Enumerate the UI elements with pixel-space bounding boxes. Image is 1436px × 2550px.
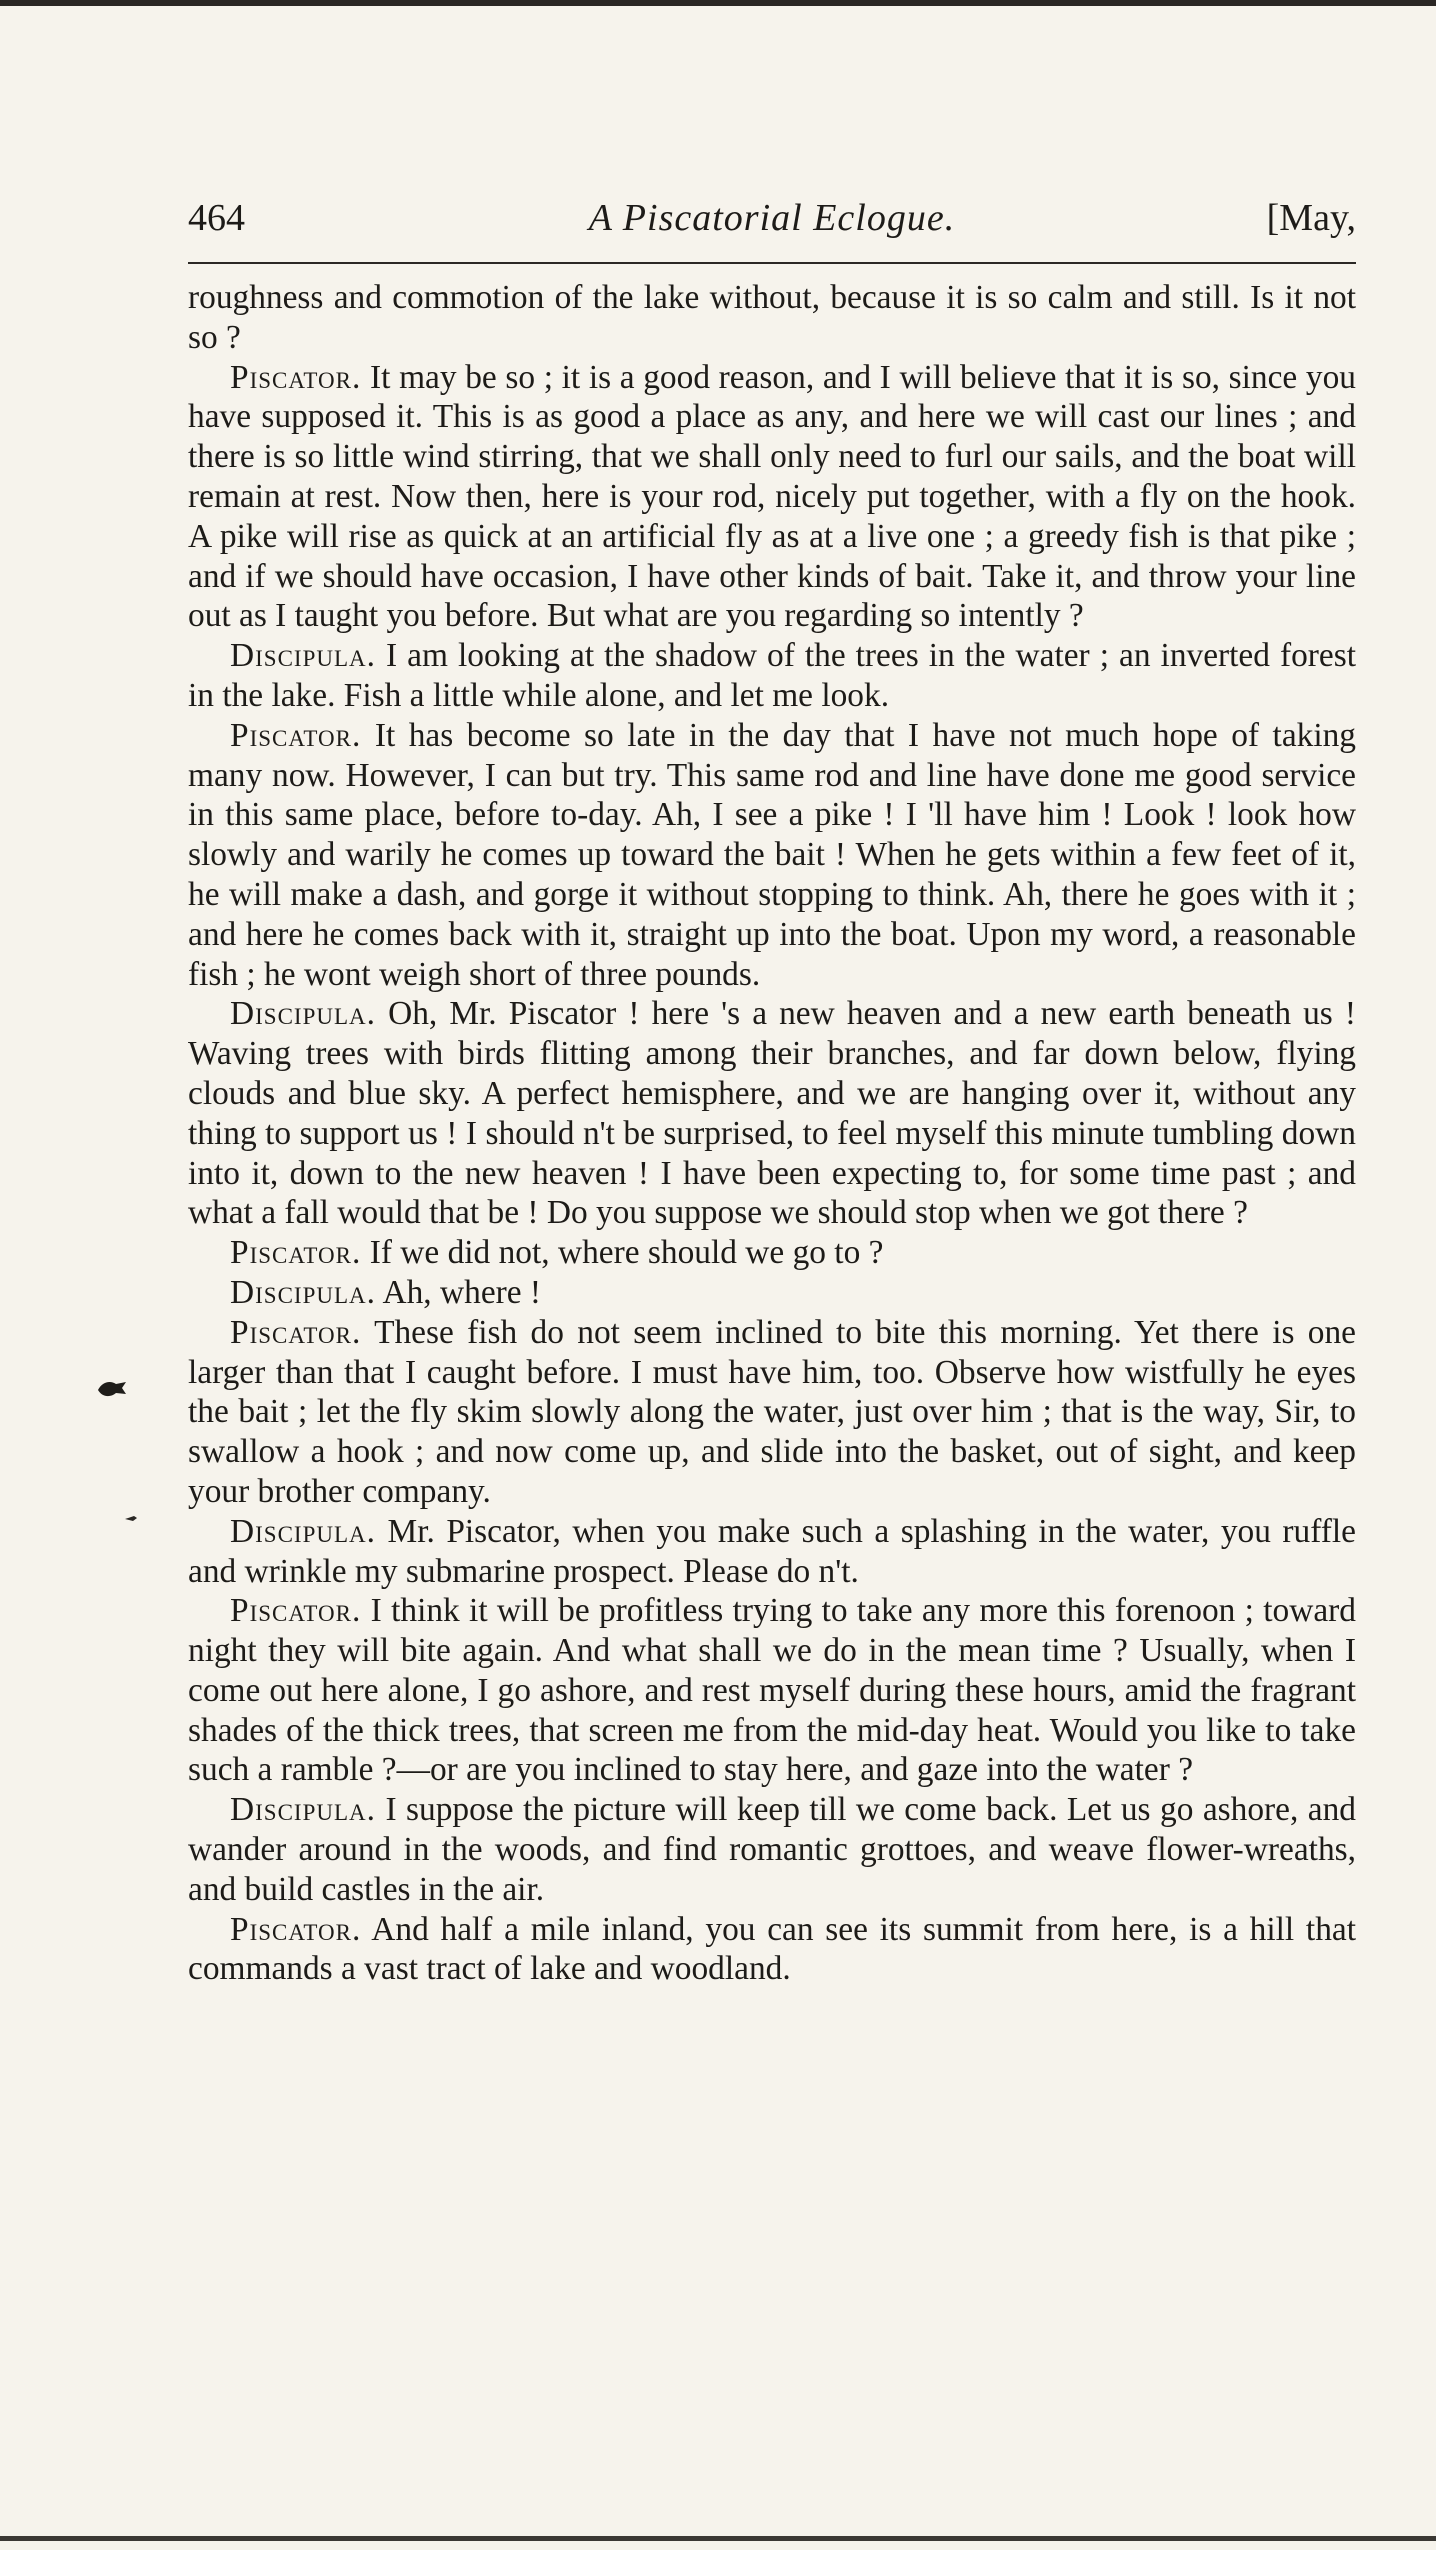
page-number: 464: [188, 197, 245, 239]
paragraph: [188, 278, 1356, 358]
speaker-label: Discipula.: [230, 1273, 376, 1311]
paragraph-text: I am looking at the shadow of the trees in the water ; an inverted forest in the lake. Fish a little while alone, and let me look.: [188, 637, 1356, 714]
paragraph: [188, 358, 1356, 637]
header-rule: [188, 262, 1356, 264]
running-date: [May,: [1266, 197, 1356, 239]
speaker-label: Discipula.: [230, 1512, 376, 1550]
body-text: [188, 278, 1356, 1989]
speaker-label: Piscator.: [230, 1592, 362, 1630]
paragraph-text: I suppose the picture will keep till we come back. Let us go ashore, and wander around in the woods, and find romantic grottoes, and weave flower-wreaths, and build castles in the air.: [188, 1791, 1356, 1908]
paragraph-text: roughness and commotion of the lake without, because it is so calm and still. Is it not so ?: [188, 279, 1356, 356]
paragraph-text: These fish do not seem inclined to bite this morning. Yet there is one larger than that I caught before. I must have him, too. Observe how wistfully he eyes the bait ; let the fly skim slowly along the water, just over him ; that is the way, Sir, to swallow a hook ; and now come up, and slide into the basket, out of sight, and keep your brother company.: [188, 1313, 1356, 1510]
speaker-label: Discipula.: [230, 1791, 376, 1829]
speaker-label: Discipula.: [230, 637, 376, 675]
page-bottom-edge: [0, 2536, 1436, 2541]
speaker-label: Discipula.: [230, 995, 376, 1033]
margin-speck-icon: [124, 1514, 138, 1522]
paragraph: [188, 1233, 1356, 1273]
paragraph: [188, 1591, 1356, 1790]
paragraph: [188, 1512, 1356, 1592]
paragraph: [188, 716, 1356, 995]
paragraph: [188, 1910, 1356, 1990]
paragraph-text: If we did not, where should we go to ?: [369, 1234, 884, 1272]
paragraph-text: Oh, Mr. Piscator ! here 's a new heaven and a new earth beneath us ! Waving trees with birds flitting among their branches, and far down below, flying clouds and blue sky. A perfect hemisphere, and we are hanging over it, without any thing to support us ! I should n't be surprised, to feel myself this minute tumbling down into it, down to the new heaven ! I have been expecting to, for some time past ; and what a fall would that be ! Do you suppose we should stop when we got there ?: [188, 995, 1356, 1232]
running-head: [188, 190, 1356, 246]
paragraph: [188, 1790, 1356, 1909]
paragraph-text: Ah, where !: [382, 1273, 542, 1311]
paragraph-text: Mr. Piscator, when you make such a splashing in the water, you ruffle and wrinkle my submarine prospect. Please do n't.: [188, 1512, 1356, 1590]
speaker-label: Piscator.: [230, 1313, 362, 1351]
running-title: A Piscatorial Eclogue.: [588, 197, 956, 239]
paragraph-text: I think it will be profitless trying to take any more this forenoon ; toward night they will bite again. And what shall we do in the mean time ? Usually, when I come out here alone, I go ashore, and rest myself during these hours, amid the fragrant shades of the thick trees, that screen me from the mid-day heat. Would you like to take such a ramble ?—or are you inclined to stay here, and gaze into the water ?: [188, 1592, 1356, 1789]
margin-ink-mark-icon: [96, 1378, 128, 1400]
speaker-label: Piscator.: [230, 358, 362, 396]
speaker-label: Piscator.: [230, 716, 362, 754]
speaker-label: Piscator.: [230, 1234, 362, 1272]
page-top-edge: [0, 0, 1436, 6]
paragraph-text: It has become so late in the day that I have not much hope of taking many now. However, I can but try. This same rod and line have done me good service in this same place, before to-day. Ah, I see a pike ! I 'll have him ! Look ! look how slowly and warily he comes up toward the bait ! When he gets within a few feet of it, he will make a dash, and gorge it without stopping to think. Ah, there he goes with it ; and here he comes back with it, straight up into the boat. Upon my word, a reasonable fish ; he wont weigh short of three pounds.: [188, 716, 1356, 993]
paragraph: [188, 994, 1356, 1233]
paragraph: [188, 636, 1356, 716]
paragraph: [188, 1313, 1356, 1512]
speaker-label: Piscator.: [230, 1910, 362, 1948]
paragraph-text: And half a mile inland, you can see its summit from here, is a hill that commands a vast tract of lake and woodland.: [188, 1910, 1356, 1988]
paragraph-text: It may be so ; it is a good reason, and I will believe that it is so, since you have supposed it. This is as good a place as any, and here we will cast our lines ; and there is so little wind stirring, that we shall only need to furl our sails, and the boat will remain at rest. Now then, here is your rod, nicely put together, with a fly on the hook. A pike will rise as quick at an artificial fly as at a live one ; a greedy fish is that pike ; and if we should have occasion, I have other kinds of bait. Take it, and throw your line out as I taught you before. But what are you regarding so intently ?: [188, 358, 1356, 635]
paragraph: [188, 1273, 1356, 1313]
